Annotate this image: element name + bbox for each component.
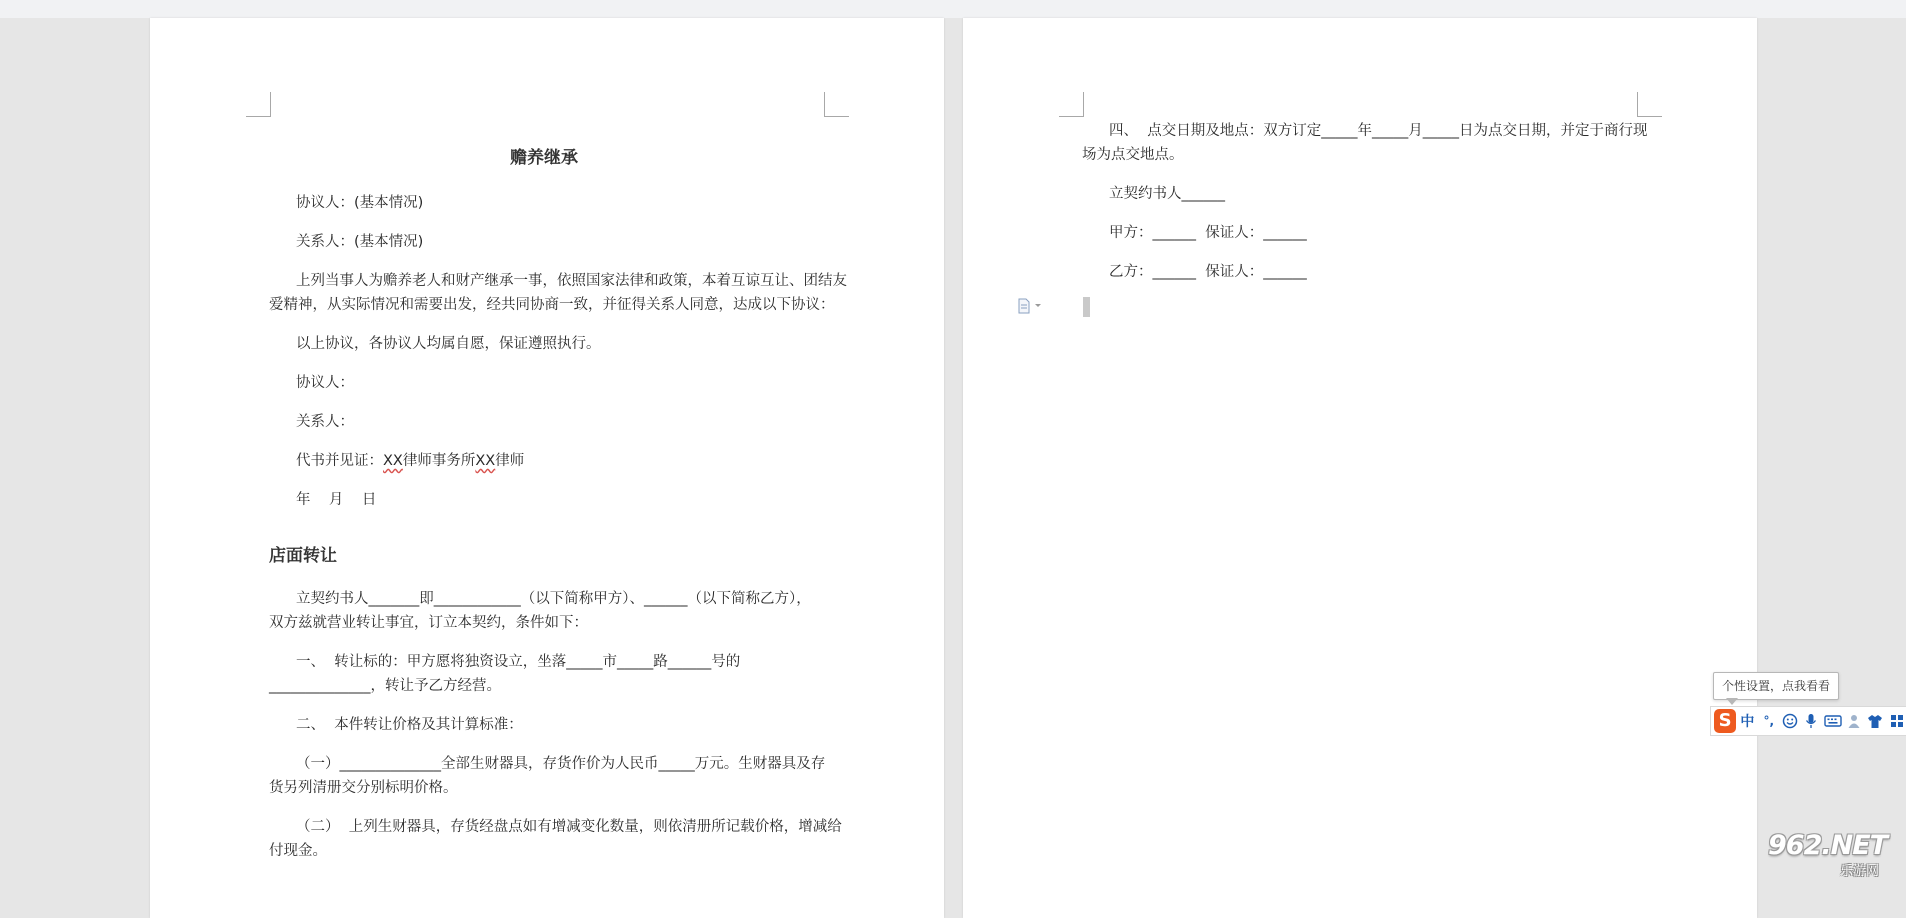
paragraph-date: 年 月 日 (296, 492, 377, 508)
keyboard-icon[interactable] (1823, 709, 1843, 733)
paragraph: 协议人：(基本情况) (296, 195, 424, 211)
paragraph-options-icon[interactable] (1017, 297, 1047, 315)
skin-icon[interactable] (1865, 709, 1885, 733)
paragraph: 二、 本件转让价格及其计算标准： (296, 717, 523, 733)
punctuation-toggle[interactable]: °, (1763, 714, 1774, 728)
watermark-logo: 962.NET (1768, 830, 1888, 861)
paragraph: 协议人： (296, 375, 354, 391)
site-watermark (1768, 830, 1902, 879)
paragraph: 立契约书人______ (1109, 186, 1225, 202)
ime-mode-toggle[interactable]: 中 (1740, 714, 1755, 730)
user-icon[interactable] (1844, 709, 1864, 733)
paragraph: 立契约书人_______即____________（以下简称甲方）、______（以下简称乙方）， (296, 591, 811, 607)
paragraph: 乙方：______ 保证人：______ (1109, 264, 1307, 280)
paragraph: 一、 转让标的：甲方愿将独资设立，坐落_____市_____路______号的 (296, 654, 741, 670)
paragraph: 货另列清册交分别标明价格。 (269, 780, 458, 796)
paragraph-witness (296, 449, 524, 473)
paragraph: 关系人： (296, 414, 354, 430)
text-cursor[interactable] (1083, 297, 1090, 317)
paragraph: 场为点交地点。 (1082, 147, 1184, 163)
ime-tooltip-tail (1726, 698, 1738, 705)
paragraph: 关系人：(基本情况) (296, 234, 424, 250)
spellcheck-word: XX (475, 453, 496, 469)
paragraph: 爱精神，从实际情况和需要出发，经共同协商一致，并征得关系人同意，达成以下协议： (269, 297, 835, 313)
margin-corner-top-left (246, 92, 271, 117)
paragraph: 上列当事人为赡养老人和财产继承一事，依照国家法律和政策，本着互谅互让、团结友 (296, 273, 847, 289)
paragraph: 付现金。 (269, 843, 327, 859)
paragraph: 以上协议，各协议人均属自愿，保证遵照执行。 (296, 336, 601, 352)
witness-label: 代书并见证： (296, 453, 383, 469)
paragraph: （一）______________全部生财器具，存货作价为人民币_____万元。生财器具及存 (296, 756, 826, 772)
emoji-icon[interactable] (1780, 709, 1800, 733)
heading-shop-transfer: 店面转让 (269, 546, 337, 566)
witness-suffix: 律师 (495, 453, 525, 469)
margin-corner-top-left (1059, 92, 1084, 117)
document-page-1[interactable] (150, 18, 944, 918)
paragraph: 双方兹就营业转让事宜，订立本契约，条件如下： (269, 615, 588, 631)
toolbox-icon[interactable] (1887, 709, 1906, 733)
ime-toolbar[interactable] (1710, 706, 1906, 736)
spellcheck-word: XX (383, 453, 403, 469)
paragraph: 四、 点交日期及地点：双方订定_____年_____月_____日为点交日期，并定于商行现 (1109, 123, 1648, 139)
top-strip (0, 0, 1906, 18)
watermark-subtitle: 乐游网 (1840, 864, 1880, 879)
document-page-2[interactable] (963, 18, 1757, 918)
microphone-icon[interactable] (1801, 709, 1821, 733)
sogou-logo-icon[interactable]: S (1714, 709, 1736, 733)
paragraph: ______________，转让予乙方经营。 (269, 678, 501, 694)
ime-tooltip[interactable]: 个性设置，点我看看 (1713, 672, 1839, 700)
margin-corner-top-right (824, 92, 849, 117)
paragraph: 甲方：______ 保证人：______ (1109, 225, 1307, 241)
witness-firm: 律师事务所 (402, 453, 476, 469)
margin-corner-top-right (1637, 92, 1662, 117)
paragraph: （二） 上列生财器具，存货经盘点如有增减变化数量，则依清册所记载价格，增减给 (296, 819, 842, 835)
heading-inheritance: 赡养继承 (510, 148, 578, 168)
